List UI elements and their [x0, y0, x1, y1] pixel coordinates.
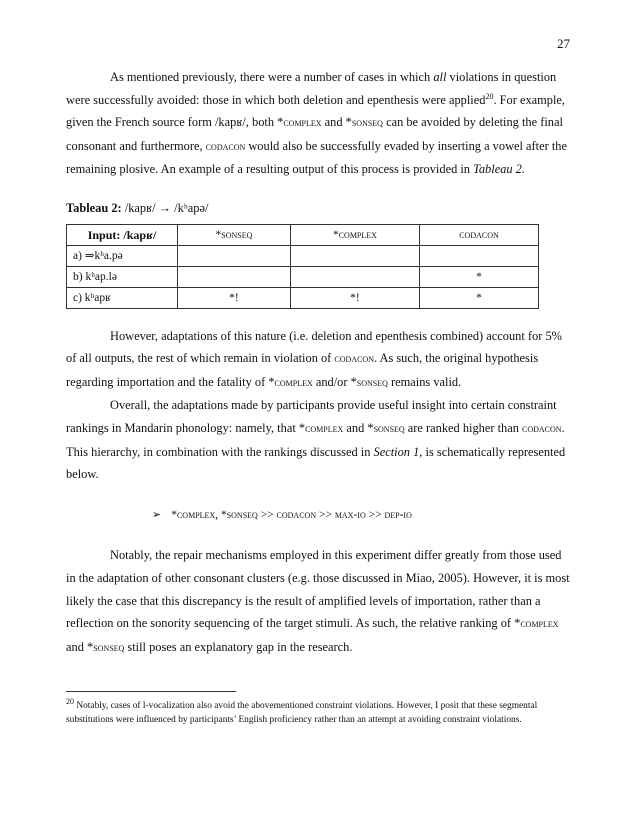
paragraph-2 [66, 325, 574, 395]
table-cell: *! [178, 287, 291, 308]
ranking-bullet [66, 504, 574, 527]
constraint-name: codacon [522, 422, 562, 435]
body-text [66, 66, 574, 659]
text-run: and * [66, 639, 94, 654]
table-cell [290, 266, 419, 287]
text-run: violations in question were successfully avoided: those in which both deletion and epenthesis were applied [66, 70, 557, 107]
constraint-name: sonseq [373, 422, 405, 435]
header-sonseq: *sonseq [178, 224, 291, 245]
footnote-number: 20 [66, 696, 74, 706]
candidate-cell: c) kʰapʁ [67, 287, 178, 308]
text-run: As mentioned previously, there were a number of cases in which [110, 70, 434, 84]
table-cell [419, 245, 538, 266]
text-run: are ranked higher than [404, 420, 523, 435]
footnote-divider [66, 691, 236, 692]
footnote-text: Notably, cases of l-vocalization also avoid the abovementioned constraint violations. However, I posit that these segmental substitutions were influenced by participants’ English proficiency rather than an attempt at avoiding constraint violations. [66, 701, 538, 725]
text-run: . This hierarchy, in combination with the rankings discussed in [66, 420, 565, 459]
text-run: and * [321, 115, 352, 130]
caption-label: Tableau 2: [66, 200, 122, 215]
text-run: would also be successfully evaded by inserting a vowel after the remaining plosive. An example of a resulting output of this process is provided in [66, 138, 567, 177]
footnote [66, 696, 571, 727]
constraint-name: complex [520, 618, 559, 631]
constraint-name: complex [305, 422, 344, 435]
header-input: Input: /kapʁ/ [67, 224, 178, 245]
paragraph-4 [66, 544, 574, 659]
text-run: can be avoided by deleting the final consonant and furthermore, [66, 115, 563, 153]
constraint-name: complex [274, 376, 313, 389]
paragraph-3 [66, 394, 574, 485]
constraint-name: sonseq [351, 117, 383, 130]
caption-text: /kapʁ/ → /kʰapə/ [121, 200, 209, 215]
table-row [67, 245, 539, 266]
table-header-row [67, 224, 539, 245]
tableau-table [66, 224, 539, 309]
header-complex: *complex [290, 224, 419, 245]
text-run: and/or * [312, 374, 357, 389]
candidate-cell: a) ⇒kʰa.pə [67, 245, 178, 266]
header-codacon: codacon [419, 224, 538, 245]
paragraph-1 [66, 66, 574, 181]
constraint-name: codacon [334, 353, 374, 366]
constraint-name: sonseq [356, 376, 388, 389]
table-cell [178, 245, 291, 266]
footnote-ref[interactable]: 20 [485, 91, 494, 101]
text-run: still poses an explanatory gap in the research. [124, 639, 353, 654]
table-cell [178, 266, 291, 287]
emphasis: all [433, 70, 447, 84]
table-cell: *! [290, 287, 419, 308]
table-cell: * [419, 266, 538, 287]
table-cell [290, 245, 419, 266]
tableau-caption [66, 197, 574, 220]
text-run: Notably, the repair mechanisms employed in this experiment differ greatly from those used in the adaptation of other consonant clusters (e.g. those discussed in Miao, 2005). However, it is most likely the case that this discrepancy is the result of amplified levels of importation, rather than a reflection on the sonority sequencing of the target stimuli. As such, the relative ranking of * [66, 548, 570, 631]
text-run: remains valid. [387, 374, 462, 389]
candidate-cell: b) kʰap.lə [67, 266, 178, 287]
emphasis: Section 1, [373, 444, 423, 459]
constraint-name: complex [283, 117, 322, 130]
table-cell: * [419, 287, 538, 308]
table-row [67, 287, 539, 308]
constraint-name: codacon [205, 140, 246, 153]
text-run: is schematically represented below. [66, 444, 566, 482]
table-row [67, 266, 539, 287]
text-run: However, adaptations of this nature (i.e. deletion and epenthesis combined) account for 5% of all outputs, the rest of which remain in violation of [66, 328, 562, 366]
arrow-bullet-icon: ➢ [152, 507, 162, 521]
text-run: Overall, the adaptations made by participants provide useful insight into certain constraint rankings in Mandarin phonology: namely, that * [66, 398, 557, 435]
ranking-text: *complex, *sonseq >> codacon >> max-io >> dep-io [171, 508, 412, 521]
emphasis: Tableau 2. [473, 162, 525, 177]
constraint-name: sonseq [93, 641, 125, 654]
page-number: 27 [557, 36, 570, 51]
text-run: . For example, given the French source form /kapʁ/, both * [66, 92, 566, 130]
text-run: and * [343, 420, 374, 435]
text-run: . As such, the original hypothesis regarding importation and the fatality of * [66, 351, 539, 389]
